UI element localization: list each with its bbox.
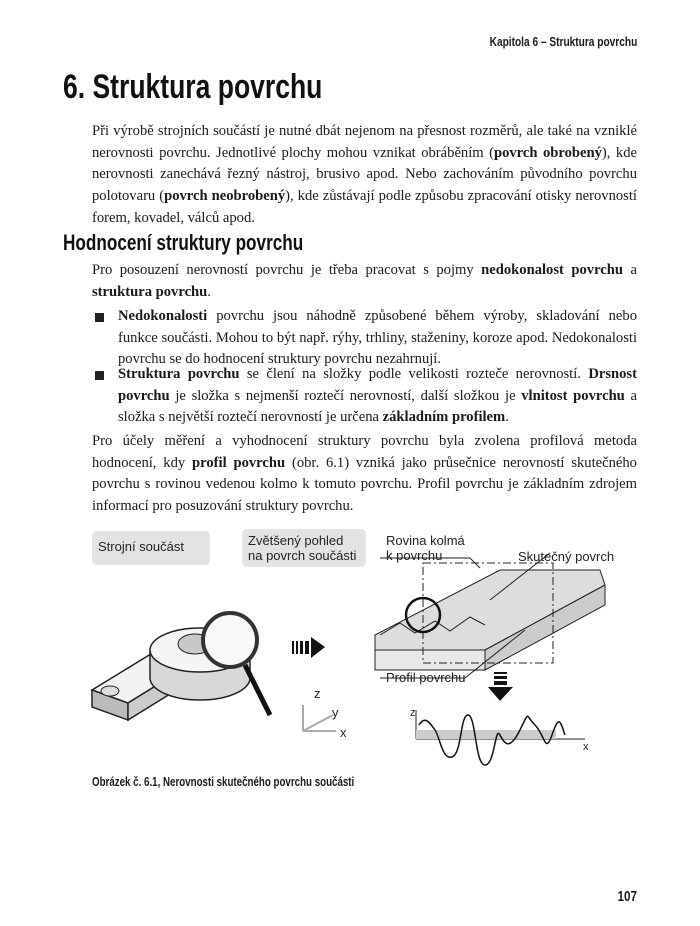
label-zoom-line2: na povrch součásti xyxy=(248,548,357,563)
bold-term: vlnitost povrchu xyxy=(521,387,625,404)
figure-6-1 xyxy=(80,525,640,770)
bullet-square-icon xyxy=(95,371,104,380)
text-run: . xyxy=(505,409,509,426)
bold-term: nedokonalost povrchu xyxy=(481,262,623,278)
bold-term: povrch obrobený xyxy=(493,144,602,161)
arrow-right-icon xyxy=(292,637,325,658)
bold-term: Drsnost povrchu xyxy=(118,366,637,404)
label-plane-line1: Rovina kolmá xyxy=(386,533,465,548)
label-profile: Profil povrchu xyxy=(386,670,466,685)
text-run: . xyxy=(207,283,211,300)
bold-term: povrch neobrobený xyxy=(164,188,286,205)
text-run: ), kde nerovnosti zanechává řezný nástroj, brusivo apod. Nebo zachováním původního povrchu polotovaru ( xyxy=(92,144,637,205)
chapter-title: 6. Struktura povrchu xyxy=(63,68,323,106)
surface-block xyxy=(375,553,605,678)
bold-term: Nedokonalosti xyxy=(118,308,208,324)
label-part: Strojní součást xyxy=(92,531,210,565)
text-run: povrchu jsou náhodně způsobené během výroby, skladování nebo funkce součásti. Mohou to být např. rýhy, trhliny, staženiny, koroze apod. Nedokonalosti povrchu se do hodnocení struktury povrchu nezahrnují. xyxy=(118,308,637,368)
text-run: Při výrobě strojních součástí je nutné dbát nejenom na přesnost rozměrů, ale také na vzniklé nerovnosti povrchu. Jednotlivé plochy mohou vznikat obráběním ( xyxy=(92,123,637,161)
bold-term: struktura povrchu xyxy=(92,283,208,300)
text-run: se člení na složky podle velikosti rozteče nerovností. xyxy=(239,366,589,382)
profile-chart xyxy=(416,710,585,765)
text-run: a xyxy=(623,262,637,278)
bullet-item xyxy=(92,306,637,371)
section-heading: Hodnocení struktury povrchu xyxy=(63,230,304,255)
axis-z-label: z xyxy=(314,686,321,701)
axis-x-label: x xyxy=(340,725,347,740)
bullet-text xyxy=(118,306,637,371)
text-run: a složka s největší roztečí nerovností je určena xyxy=(118,387,637,426)
running-header: Kapitola 6 – Struktura povrchu xyxy=(489,34,637,49)
intro-paragraph xyxy=(92,121,637,230)
label-zoom-line1: Zvětšený pohled xyxy=(248,533,344,548)
figure-caption: Obrázek č. 6.1, Nerovnosti skutečného povrchu součásti xyxy=(92,775,355,789)
bullet-item xyxy=(92,364,637,429)
profile-z-label: z xyxy=(410,707,416,719)
text-run: je složka s nejmenší roztečí nerovností, další složkou je xyxy=(169,387,522,404)
arrow-down-icon xyxy=(488,672,513,701)
profile-x-label: x xyxy=(583,741,589,753)
bold-term: základním profilem xyxy=(382,409,506,426)
bullet-text xyxy=(118,364,637,429)
method-paragraph xyxy=(92,431,637,518)
label-plane-line2: k povrchu xyxy=(386,548,443,563)
page-number: 107 xyxy=(617,888,637,905)
text-run: Pro posouzení nerovností povrchu je třeba pracovat s pojmy xyxy=(92,262,482,278)
text-run: Pro účely měření a vyhodnocení struktury povrchu byla zvolena profilová metoda hodnocení, kdy xyxy=(92,433,637,471)
label-real-surface: Skutečný povrch xyxy=(518,549,615,564)
label-plane xyxy=(386,533,465,563)
text-run: (obr. 6.1) vzniká jako průsečnice nerovností skutečného povrchu s rovinou vedenou kolmo k tomuto povrchu. Profil povrchu je základním zdrojem informací pro posuzování struktury povrchu. xyxy=(92,454,637,515)
bullet-square-icon xyxy=(95,313,104,322)
bold-term: profil povrchu xyxy=(192,454,286,471)
text-run: ), kde zůstávají podle způsobu zpracování otisky nerovností forem, kovadel, válců apod. xyxy=(92,188,637,226)
bold-term: Struktura povrchu xyxy=(118,366,240,382)
section-paragraph xyxy=(92,260,637,303)
axis-y-label: y xyxy=(332,705,339,720)
